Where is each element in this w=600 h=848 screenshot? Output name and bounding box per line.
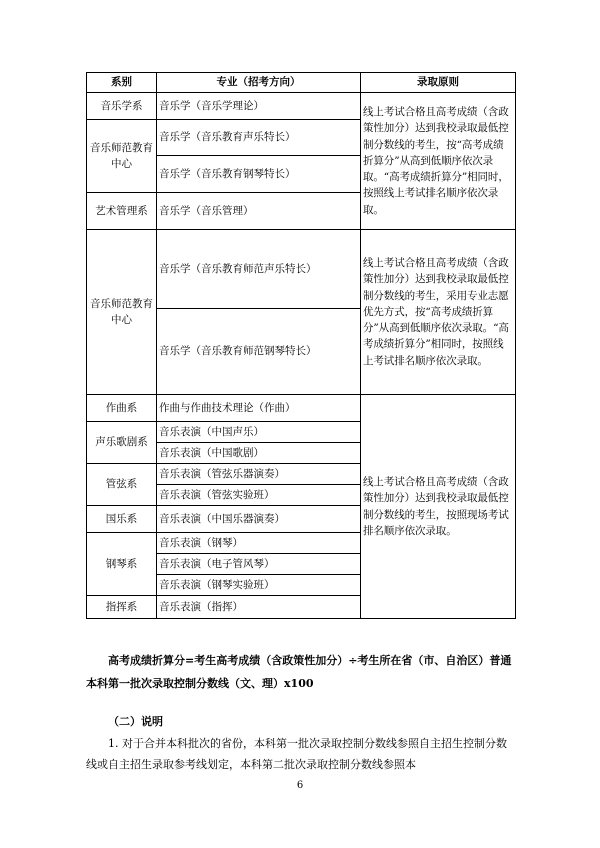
major-cell: 音乐表演（管弦实验班）	[157, 485, 361, 506]
major-cell: 音乐学（音乐教育钢琴特长）	[157, 156, 361, 193]
principle-cell: 线上考试合格且高考成绩（含政策性加分）达到我校录取最低控制分数线的考生，采用专业志愿优先方式，按“高考成绩折算分”从高到低顺序依次录取。“高考成绩折算分”相同时，按照线上考试排名顺序依次录取。	[361, 230, 516, 395]
major-cell: 作曲与作曲技术理论（作曲）	[157, 395, 361, 422]
formula-paragraph: 高考成绩折算分=考生高考成绩（含政策性加分）÷考生所在省（市、自治区）普通本科第一批次录取控制分数线（文、理）x100	[86, 654, 512, 690]
major-cell: 音乐表演（电子管风琴）	[157, 554, 361, 575]
major-cell: 音乐表演（钢琴实验班）	[157, 575, 361, 596]
major-cell: 音乐学（音乐学理论）	[157, 93, 361, 120]
dept-cell: 指挥系	[87, 596, 157, 619]
dept-cell: 作曲系	[87, 395, 157, 422]
section-title: （二）说明	[108, 715, 163, 728]
admission-table	[86, 72, 516, 619]
dept-cell: 声乐歌剧系	[87, 422, 157, 464]
major-cell: 音乐学（音乐管理）	[157, 193, 361, 230]
major-cell: 音乐表演（管弦乐器演奏）	[157, 464, 361, 485]
table-row	[87, 93, 516, 120]
principle-cell: 线上考试合格且高考成绩（含政策性加分）达到我校录取最低控制分数线的考生，按照现场考试排名顺序依次录取。	[361, 395, 516, 619]
note-paragraph: 1. 对于合并本科批次的省份，本科第一批次录取控制分数线参照自主招生控制分数线或自主招生录取参考线划定，本科第二批次录取控制分数线参照本	[86, 737, 507, 771]
dept-cell: 音乐师范教育中心	[87, 120, 157, 193]
major-cell: 音乐表演（钢琴）	[157, 533, 361, 554]
header-major: 专业（招考方向）	[157, 73, 361, 93]
major-cell: 音乐学（音乐教育师范声乐特长）	[157, 230, 361, 309]
table-row	[87, 230, 516, 309]
dept-cell: 管弦系	[87, 464, 157, 506]
major-cell: 音乐表演（中国乐器演奏）	[157, 506, 361, 533]
dept-cell: 国乐系	[87, 506, 157, 533]
dept-cell: 钢琴系	[87, 533, 157, 596]
header-principle: 录取原则	[361, 73, 516, 93]
major-cell: 音乐表演（中国歌剧）	[157, 443, 361, 464]
major-cell: 音乐学（音乐教育师范钢琴特长）	[157, 309, 361, 395]
major-cell: 音乐表演（中国声乐）	[157, 422, 361, 443]
header-dept: 系别	[87, 73, 157, 93]
dept-cell: 艺术管理系	[87, 193, 157, 230]
major-cell: 音乐表演（指挥）	[157, 596, 361, 619]
dept-cell: 音乐师范教育中心	[87, 230, 157, 395]
page-number: 6	[296, 780, 304, 791]
principle-cell: 线上考试合格且高考成绩（含政策性加分）达到我校录取最低控制分数线的考生，按“高考成绩折算分”从高到低顺序依次录取。“高考成绩折算分”相同时，按照线上考试排名顺序依次录取。	[361, 93, 516, 230]
table-row	[87, 395, 516, 422]
table-header-row	[87, 73, 516, 93]
major-cell: 音乐学（音乐教育声乐特长）	[157, 120, 361, 156]
dept-cell: 音乐学系	[87, 93, 157, 120]
